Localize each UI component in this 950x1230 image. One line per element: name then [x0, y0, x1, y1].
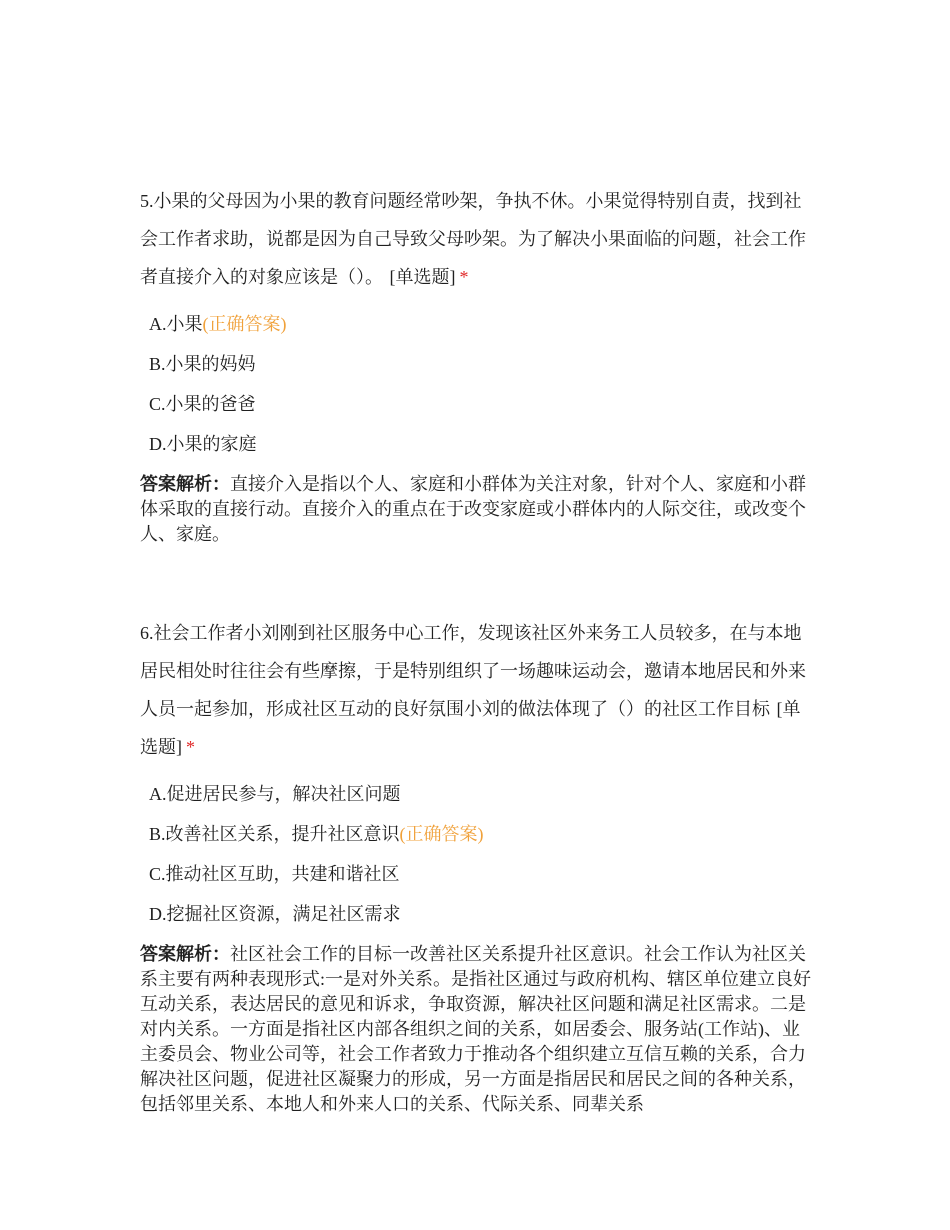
option-d[interactable] — [140, 894, 812, 934]
correct-answer-tag: (正确答案) — [399, 824, 484, 844]
question-stem — [140, 182, 812, 296]
correct-answer-tag: (正确答案) — [202, 314, 287, 334]
analysis-label: 答案解析： — [140, 474, 230, 494]
required-mark: * — [459, 267, 469, 287]
option-text: D.挖掘社区资源，满足社区需求 — [149, 904, 401, 924]
option-c[interactable] — [140, 384, 812, 424]
question-stem-text: 6.社会工作者小刘刚到社区服务中心工作，发现该社区外来务工人员较多，在与本地居民相处时往往会有些摩擦，于是特别组织了一场趣味运动会，邀请本地居民和外来人员一起参加，形成社区互动的良好氛围小刘的做法体现了（）的社区工作目标 — [140, 623, 806, 719]
option-b[interactable] — [140, 344, 812, 384]
option-text: C.小果的爸爸 — [149, 394, 256, 414]
option-text: A.小果 — [149, 314, 203, 334]
option-text: A.促进居民参与，解决社区问题 — [149, 784, 401, 804]
analysis-text: 直接介入是指以个人、家庭和小群体为关注对象，针对个人、家庭和小群体采取的直接行动。直接介入的重点在于改变家庭或小群体内的人际交往，或改变个人、家庭。 — [140, 474, 806, 544]
answer-analysis — [140, 942, 812, 1117]
option-list — [140, 774, 812, 934]
question-type-label: [单选题] — [140, 699, 801, 757]
question-type-label: [单选题] — [389, 267, 456, 287]
option-b[interactable] — [140, 814, 812, 854]
required-mark: * — [186, 737, 195, 757]
question-6 — [140, 614, 812, 1117]
option-text: B.改善社区关系，提升社区意识 — [149, 824, 400, 844]
question-stem — [140, 614, 812, 766]
option-text: C.推动社区互助，共建和谐社区 — [149, 864, 400, 884]
analysis-text: 社区社会工作的目标一改善社区关系提升社区意识。社会工作认为社区关系主要有两种表现形式:一是对外关系。是指社区通过与政府机构、辖区单位建立良好互动关系，表达居民的意见和诉求，争取资源，解决社区问题和满足社区需求。二是对内关系。一方面是指社区内部各组织之间的关系，如居委会、服务站(工作站)、业主委员会、物业公司等，社会工作者致力于推动各个组织建立互信互赖的关系，合力解决社区问题，促进社区凝聚力的形成，另一方面是指居民和居民之间的各种关系，包括邻里关系、本地人和外来人口的关系、代际关系、同辈关系 — [140, 944, 811, 1114]
option-d[interactable] — [140, 424, 812, 464]
question-5 — [140, 182, 812, 547]
answer-analysis — [140, 472, 812, 547]
analysis-label: 答案解析： — [140, 944, 230, 964]
option-c[interactable] — [140, 854, 812, 894]
option-a[interactable] — [140, 774, 812, 814]
option-a[interactable] — [140, 304, 812, 344]
option-text: D.小果的家庭 — [149, 434, 257, 454]
option-list — [140, 304, 812, 464]
question-stem-text: 5.小果的父母因为小果的教育问题经常吵架，争执不休。小果觉得特别自责，找到社会工作者求助，说都是因为自己导致父母吵架。为了解决小果面临的问题，社会工作者直接介入的对象应该是（）。 — [140, 191, 806, 287]
option-text: B.小果的妈妈 — [149, 354, 256, 374]
